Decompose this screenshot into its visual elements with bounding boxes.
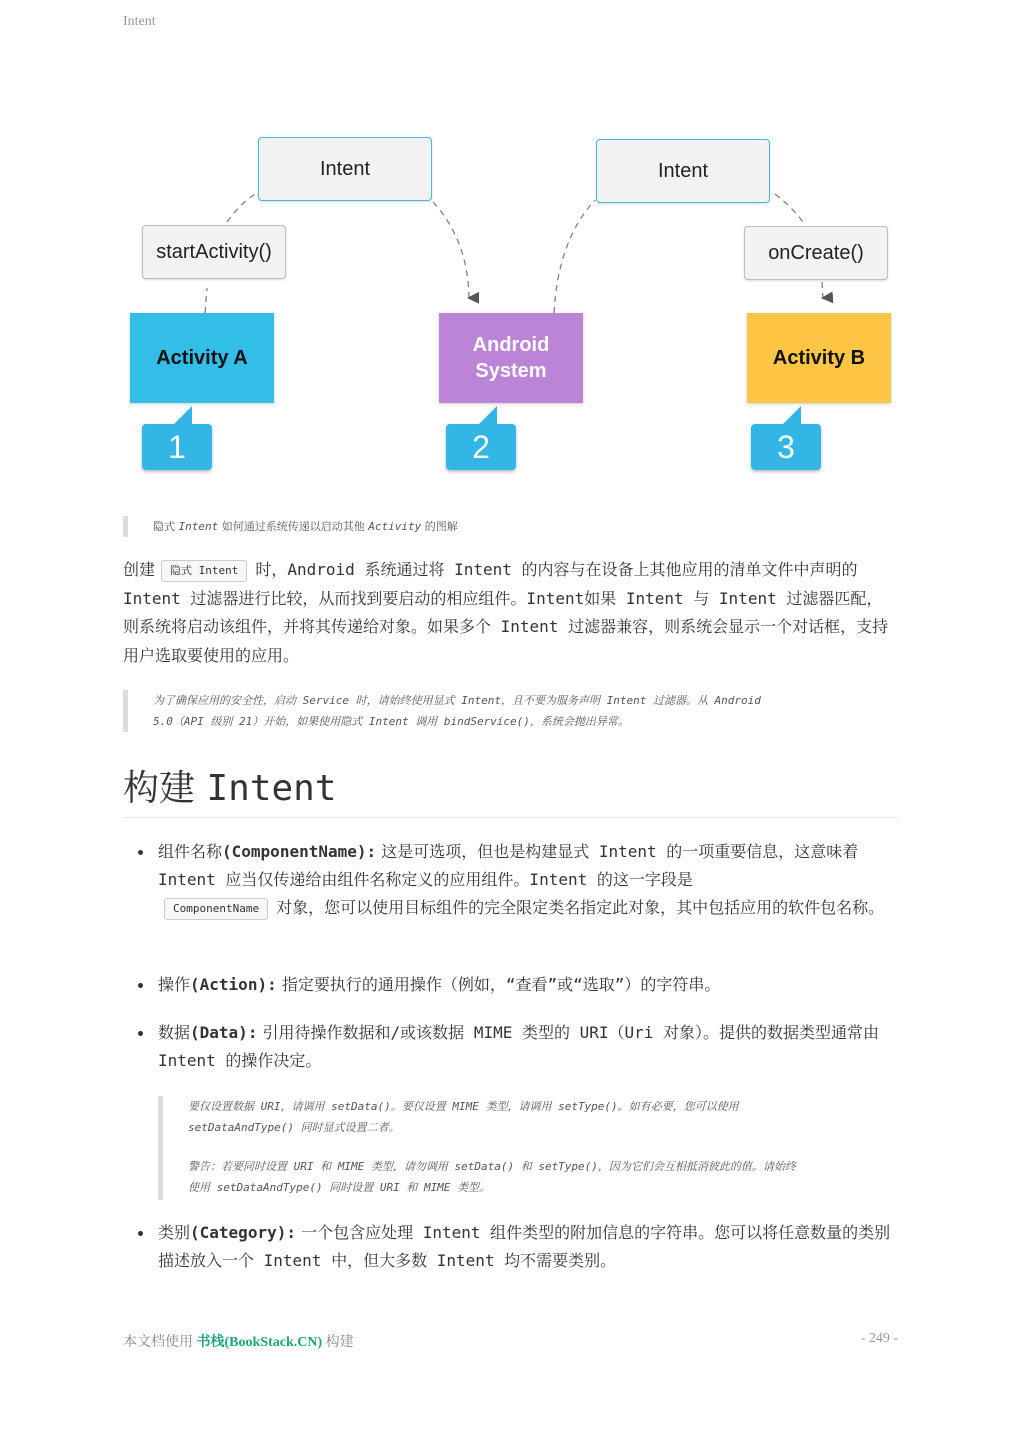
component-text-a: 这是可选项，但也是构建显式 Intent 的一项重要信息，这意味着 Intent 应当仅传递给由组件名称定义的应用组件。Intent 的这一字段是 <box>158 842 859 889</box>
section-heading <box>123 760 898 818</box>
list-item-category <box>158 1219 898 1275</box>
android-system-line1: Android <box>472 334 550 356</box>
bullet <box>138 983 143 988</box>
implicit-intent-chip: 隐式 Intent <box>161 560 247 582</box>
footer-bookstack-link[interactable]: 书栈(BookStack.CN) <box>196 1335 323 1350</box>
footer-suffix: 构建 <box>322 1335 354 1350</box>
category-label-en: (Category): <box>190 1223 296 1242</box>
data-note <box>158 1096 898 1200</box>
action-label-en: (Action): <box>190 975 277 994</box>
header-title: Intent <box>123 14 156 29</box>
caption-text-3: 的图解 <box>421 520 458 533</box>
component-label-zh: 组件名称 <box>158 842 223 861</box>
footer-credit <box>123 1331 354 1351</box>
data-label-en: (Data): <box>190 1023 258 1042</box>
badge-2: 2 <box>446 424 516 470</box>
badge-3: 3 <box>751 424 821 470</box>
badge-1: 1 <box>142 424 212 470</box>
paragraph-implicit-intent <box>123 556 898 670</box>
list-item-action <box>158 971 898 999</box>
data-text: 引用待操作数据和/或该数据 MIME 类型的 URI（Uri 对象）。提供的数据类型通常由 Intent 的操作决定。 <box>158 1023 880 1070</box>
data-note-p1-line1: 要仅设置数据 URI，请调用 setData()。要仅设置 MIME 类型，请调用 setType()。如有必要，您可以使用 <box>188 1100 739 1113</box>
data-note-p2-line2: 使用 setDataAndType() 同时设置 URI 和 MIME 类型。 <box>188 1181 491 1194</box>
bullet <box>138 1031 143 1036</box>
caption-code-1: Intent <box>178 520 219 533</box>
security-note-line1: 为了确保应用的安全性，启动 Service 时，请始终使用显式 Intent，且不要为服务声明 Intent 过滤器。从 Android <box>153 694 761 707</box>
para1-body: 时，Android 系统通过将 Intent 的内容与在设备上其他应用的清单文件中声明的 Intent 过滤器进行比较，从而找到要启动的相应组件。Intent如果 Intent 与 Intent 过滤器匹配，则系统将启动该组件，并将其传递给对象。如果多个 Intent 过滤器兼容，则系统会显示一个对话框，支持用户选取要使用的应用。 <box>123 560 889 665</box>
footer-prefix: 本文档使用 <box>123 1335 197 1350</box>
caption-text-2: 如何通过系统传递以启动其他 <box>218 520 369 533</box>
badge-2-tail <box>479 406 497 424</box>
security-note <box>123 690 898 732</box>
action-text: 指定要执行的通用操作（例如，“查看”或“选取”）的字符串。 <box>281 975 721 994</box>
security-note-line2: 5.0（API 级别 21）开始，如果使用隐式 Intent 调用 bindService()，系统会抛出异常。 <box>153 715 629 728</box>
android-system-line2: System <box>475 360 547 382</box>
category-label-zh: 类别 <box>158 1223 191 1242</box>
page-number: - 249 - <box>860 1331 898 1346</box>
on-create-box: onCreate() <box>744 226 888 280</box>
section-heading-en: Intent <box>206 768 337 809</box>
componentname-chip: ComponentName <box>164 898 268 920</box>
data-label-zh: 数据 <box>158 1023 191 1042</box>
activity-b-box: Activity B <box>747 313 891 403</box>
section-heading-zh: 构建 <box>123 768 196 809</box>
list-item-data <box>158 1019 898 1075</box>
action-label-zh: 操作 <box>158 975 191 994</box>
intent-diagram <box>123 130 898 480</box>
component-text-b: 对象，您可以使用目标组件的完全限定类名指定此对象，其中包括应用的软件包名称。 <box>276 898 885 917</box>
component-label-en: (ComponentName): <box>222 842 377 861</box>
data-note-p2-line1: 警告：若要同时设置 URI 和 MIME 类型，请勿调用 setData() 和 setType()，因为它们会互相抵消彼此的值。请始终 <box>188 1160 796 1173</box>
category-text: 一个包含应处理 Intent 组件类型的附加信息的字符串。您可以将任意数量的类别描述放入一个 Intent 中，但大多数 Intent 均不需要类别。 <box>158 1223 891 1270</box>
bullet <box>138 850 143 855</box>
intent-box-1: Intent <box>258 137 432 201</box>
para1-start: 创建 <box>123 560 156 579</box>
activity-a-box: Activity A <box>130 313 274 403</box>
caption-code-2: Activity <box>368 520 422 533</box>
data-note-p1-line2: setDataAndType() 同时显式设置二者。 <box>188 1121 400 1134</box>
intent-box-2: Intent <box>596 139 770 203</box>
android-system-box <box>439 313 583 403</box>
badge-3-tail <box>783 406 801 424</box>
bullet <box>138 1231 143 1236</box>
start-activity-box: startActivity() <box>142 225 286 279</box>
list-item-component-name <box>158 838 898 922</box>
diagram-caption <box>123 516 898 537</box>
badge-1-tail <box>174 406 192 424</box>
caption-text-1: 隐式 <box>153 520 179 533</box>
